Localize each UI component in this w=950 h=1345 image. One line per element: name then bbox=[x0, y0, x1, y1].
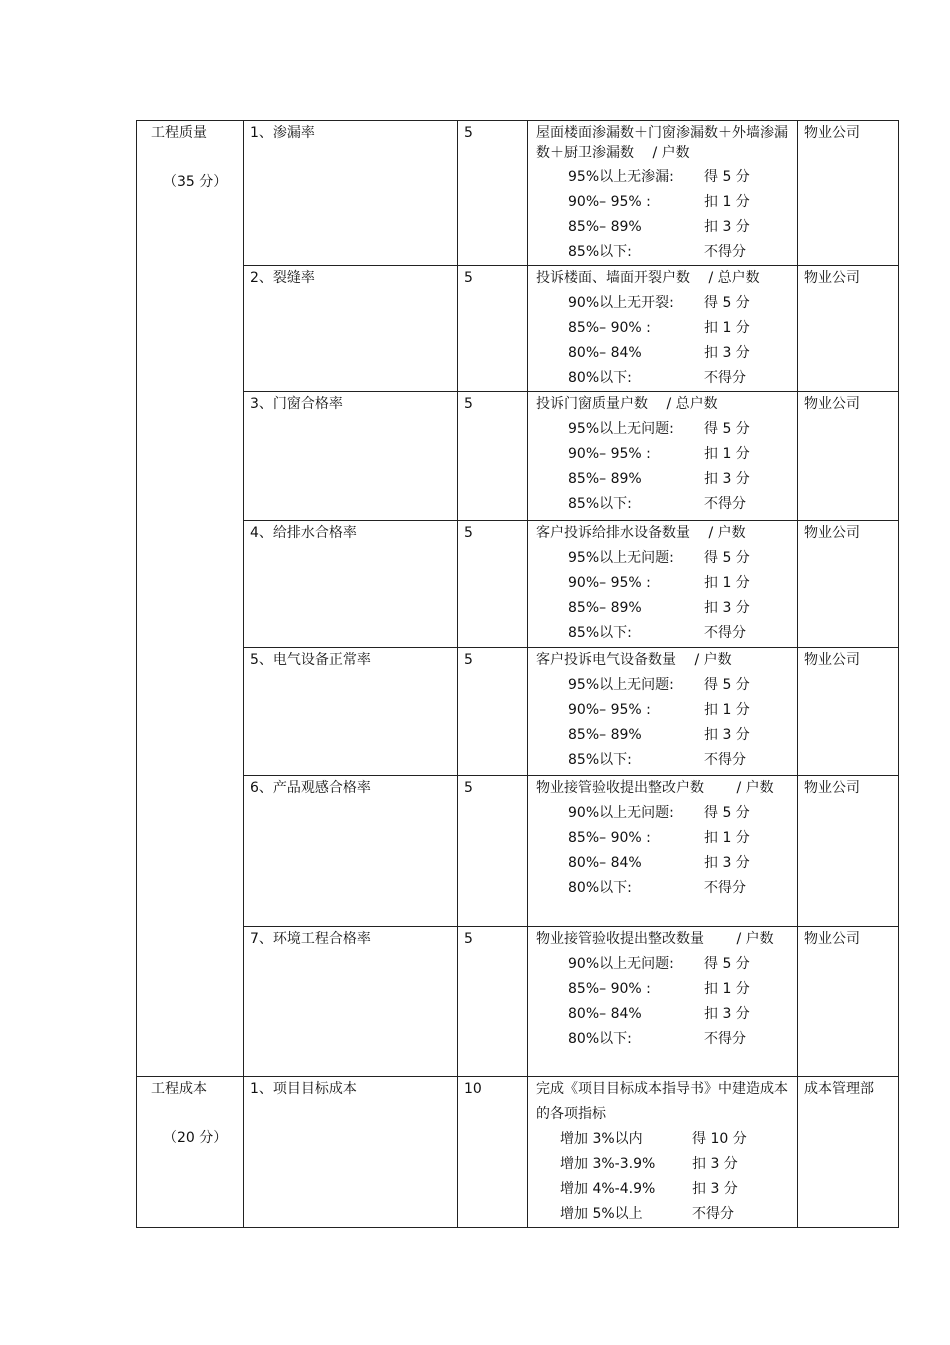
rule-line: 90%– 95% : 扣 1 分 bbox=[568, 702, 750, 718]
rule-line: 90%– 95% : 扣 1 分 bbox=[568, 575, 750, 591]
category-points: （35 分） bbox=[163, 174, 228, 190]
rule-line: 85%以下: 不得分 bbox=[568, 244, 746, 260]
criteria-cell bbox=[528, 927, 798, 1077]
rule-line: 85%– 89% 扣 3 分 bbox=[568, 600, 750, 616]
rule-line: 80%– 84% 扣 3 分 bbox=[568, 1006, 750, 1022]
category-cell bbox=[137, 121, 244, 1077]
item-score: 5 bbox=[458, 392, 528, 521]
item-name: 5、电气设备正常率 bbox=[244, 648, 458, 776]
rule-line: 80%以下: 不得分 bbox=[568, 370, 746, 386]
rule-line: 95%以上无渗漏: 得 5 分 bbox=[568, 169, 750, 185]
criteria-formula: 客户投诉给排水设备数量 / 户数 bbox=[536, 525, 746, 541]
criteria-cell bbox=[528, 121, 798, 266]
criteria-cell bbox=[528, 392, 798, 521]
table-row bbox=[137, 521, 899, 648]
category-cell bbox=[137, 1077, 244, 1228]
criteria-formula: 物业接管验收提出整改数量 / 户数 bbox=[536, 931, 774, 947]
rule-line: 90%– 95% : 扣 1 分 bbox=[568, 194, 750, 210]
item-name: 3、门窗合格率 bbox=[244, 392, 458, 521]
rule-line: 95%以上无问题: 得 5 分 bbox=[568, 677, 750, 693]
criteria-cell bbox=[528, 776, 798, 927]
item-name: 2、裂缝率 bbox=[244, 266, 458, 392]
criteria-cell bbox=[528, 521, 798, 648]
criteria-cell bbox=[528, 1077, 798, 1228]
rule-line: 90%以上无问题: 得 5 分 bbox=[568, 805, 750, 821]
table-row bbox=[137, 927, 899, 1077]
rule-line: 80%以下: 不得分 bbox=[568, 880, 746, 896]
rule-line: 90%以上无开裂: 得 5 分 bbox=[568, 295, 750, 311]
rule-line: 增加 3%-3.9% 扣 3 分 bbox=[560, 1156, 738, 1172]
item-score: 5 bbox=[458, 266, 528, 392]
criteria-cell bbox=[528, 648, 798, 776]
responsible-dept: 成本管理部 bbox=[798, 1077, 899, 1228]
responsible-dept: 物业公司 bbox=[798, 392, 899, 521]
rule-line: 90%– 95% : 扣 1 分 bbox=[568, 446, 750, 462]
responsible-dept: 物业公司 bbox=[798, 266, 899, 392]
category-name: 工程成本 bbox=[151, 1081, 207, 1097]
rule-line: 95%以上无问题: 得 5 分 bbox=[568, 421, 750, 437]
rule-line: 85%以下: 不得分 bbox=[568, 625, 746, 641]
category-points: （20 分） bbox=[163, 1130, 228, 1146]
responsible-dept: 物业公司 bbox=[798, 521, 899, 648]
rule-line: 85%– 89% 扣 3 分 bbox=[568, 471, 750, 487]
item-score: 5 bbox=[458, 121, 528, 266]
criteria-formula: 完成《项目目标成本指导书》中建造成本的各项指标 bbox=[536, 1081, 788, 1122]
category-name: 工程质量 bbox=[151, 125, 207, 141]
criteria-formula: 投诉楼面、墙面开裂户数 / 总户数 bbox=[536, 270, 760, 286]
table-row bbox=[137, 648, 899, 776]
criteria-formula: 屋面楼面渗漏数＋门窗渗漏数＋外墙渗漏数＋厨卫渗漏数 / 户数 bbox=[536, 125, 788, 161]
rule-line: 90%以上无问题: 得 5 分 bbox=[568, 956, 750, 972]
rule-line: 80%– 84% 扣 3 分 bbox=[568, 345, 750, 361]
rule-line: 85%以下: 不得分 bbox=[568, 752, 746, 768]
rule-line: 85%– 90% : 扣 1 分 bbox=[568, 981, 750, 997]
responsible-dept: 物业公司 bbox=[798, 776, 899, 927]
rule-line: 85%以下: 不得分 bbox=[568, 496, 746, 512]
item-score: 5 bbox=[458, 776, 528, 927]
rule-line: 80%– 84% 扣 3 分 bbox=[568, 855, 750, 871]
kpi-table bbox=[136, 120, 899, 1228]
item-name: 1、项目目标成本 bbox=[244, 1077, 458, 1228]
responsible-dept: 物业公司 bbox=[798, 927, 899, 1077]
criteria-formula: 客户投诉电气设备数量 / 户数 bbox=[536, 652, 732, 668]
rule-line: 增加 3%以内 得 10 分 bbox=[560, 1131, 747, 1147]
item-score: 5 bbox=[458, 927, 528, 1077]
rule-line: 增加 4%-4.9% 扣 3 分 bbox=[560, 1181, 738, 1197]
item-name: 4、给排水合格率 bbox=[244, 521, 458, 648]
rule-line: 85%– 89% 扣 3 分 bbox=[568, 727, 750, 743]
table-row bbox=[137, 392, 899, 521]
table-row bbox=[137, 266, 899, 392]
criteria-formula: 投诉门窗质量户数 / 总户数 bbox=[536, 396, 718, 412]
criteria-formula: 物业接管验收提出整改户数 / 户数 bbox=[536, 780, 774, 796]
rule-line: 增加 5%以上 不得分 bbox=[560, 1206, 734, 1222]
rule-line: 85%– 89% 扣 3 分 bbox=[568, 219, 750, 235]
table-row bbox=[137, 776, 899, 927]
criteria-cell bbox=[528, 266, 798, 392]
item-score: 5 bbox=[458, 648, 528, 776]
item-name: 7、环境工程合格率 bbox=[244, 927, 458, 1077]
item-name: 6、产品观感合格率 bbox=[244, 776, 458, 927]
rule-line: 85%– 90% : 扣 1 分 bbox=[568, 320, 750, 336]
responsible-dept: 物业公司 bbox=[798, 121, 899, 266]
rule-line: 95%以上无问题: 得 5 分 bbox=[568, 550, 750, 566]
rule-line: 85%– 90% : 扣 1 分 bbox=[568, 830, 750, 846]
table-row bbox=[137, 1077, 899, 1228]
item-name: 1、渗漏率 bbox=[244, 121, 458, 266]
item-score: 10 bbox=[458, 1077, 528, 1228]
table-row bbox=[137, 121, 899, 266]
item-score: 5 bbox=[458, 521, 528, 648]
rule-line: 80%以下: 不得分 bbox=[568, 1031, 746, 1047]
responsible-dept: 物业公司 bbox=[798, 648, 899, 776]
